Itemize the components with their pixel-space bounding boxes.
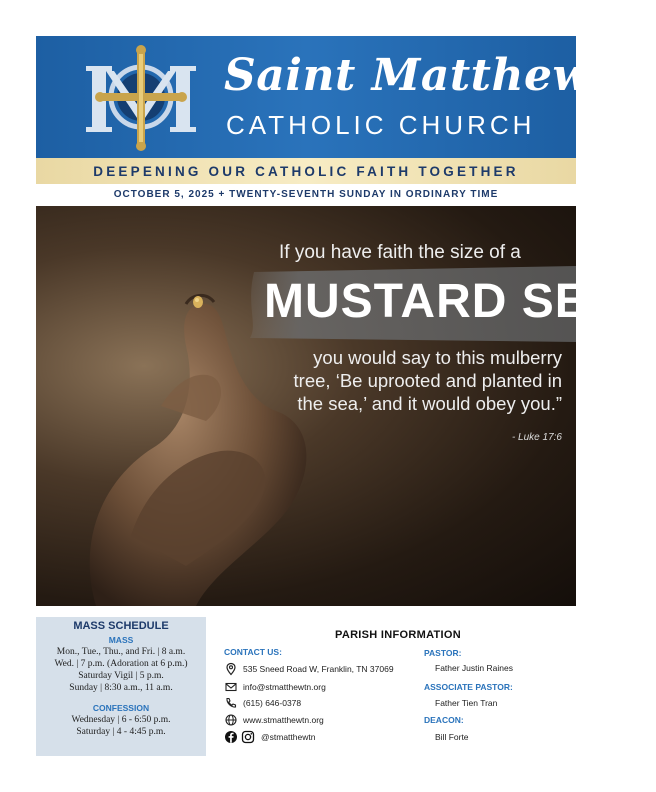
tagline-bar bbox=[36, 158, 576, 184]
tagline: DEEPENING OUR CATHOLIC FAITH TOGETHER bbox=[93, 164, 519, 179]
hero-image bbox=[36, 206, 656, 606]
quote-line: the sea,’ and it would obey you.” bbox=[297, 393, 562, 414]
church-subtitle: CATHOLIC CHURCH bbox=[226, 110, 536, 140]
deacon-name: Bill Forte bbox=[435, 732, 469, 742]
social-row bbox=[224, 730, 364, 744]
mass-time: Mon., Tue., Thu., and Fri. | 8 a.m. bbox=[56, 647, 186, 657]
address-text: 535 Sneed Road W, Franklin, TN 37069 bbox=[243, 664, 394, 674]
mass-schedule-box bbox=[36, 617, 206, 756]
quote-intro: If you have faith the size of a bbox=[279, 242, 521, 263]
instagram-icon[interactable] bbox=[241, 730, 255, 744]
quote-highlight: MUSTARD SEED bbox=[264, 275, 656, 328]
church-name: Saint Matthew bbox=[224, 50, 591, 101]
email-link[interactable]: info@stmatthewtn.org bbox=[243, 682, 326, 692]
sm-cross-monogram-icon bbox=[86, 42, 196, 152]
facebook-icon[interactable] bbox=[224, 730, 238, 744]
email-icon bbox=[224, 680, 238, 694]
mass-time: Sunday | 8:30 a.m., 11 a.m. bbox=[69, 683, 173, 693]
pastor-heading: PASTOR: bbox=[424, 648, 462, 658]
social-handle[interactable]: @stmatthewtn bbox=[261, 732, 316, 742]
website-link[interactable]: www.stmatthewtn.org bbox=[243, 715, 324, 725]
globe-icon bbox=[224, 713, 238, 727]
associate-pastor-name: Father Tien Tran bbox=[435, 698, 498, 708]
contact-heading: CONTACT US: bbox=[224, 647, 282, 657]
confession-heading: CONFESSION bbox=[92, 703, 150, 713]
quote-reference: - Luke 17:6 bbox=[511, 432, 562, 443]
confession-time: Saturday | 4 - 4:45 p.m. bbox=[76, 727, 166, 737]
mass-time: Wed. | 7 p.m. (Adoration at 6 p.m.) bbox=[54, 659, 188, 669]
phone-link[interactable]: (615) 646-0378 bbox=[243, 698, 302, 708]
phone-icon bbox=[224, 696, 238, 710]
confession-time: Wednesday | 6 - 6:50 p.m. bbox=[71, 715, 171, 725]
deacon-heading: DEACON: bbox=[424, 715, 464, 725]
parish-info-title: PARISH INFORMATION bbox=[335, 629, 461, 641]
mass-schedule-title: MASS SCHEDULE bbox=[73, 620, 169, 632]
pastor-name: Father Justin Raines bbox=[435, 663, 513, 673]
masthead bbox=[36, 36, 591, 158]
associate-pastor-heading: ASSOCIATE PASTOR: bbox=[424, 682, 513, 692]
location-pin-icon bbox=[224, 662, 238, 676]
mass-time: Saturday Vigil | 5 p.m. bbox=[78, 671, 164, 681]
dateline: OCTOBER 5, 2025 + TWENTY-SEVENTH SUNDAY IN ORDINARY TIME bbox=[113, 189, 499, 200]
mass-heading: MASS bbox=[108, 635, 134, 645]
quote-body bbox=[294, 346, 562, 415]
quote-line: tree, ‘Be uprooted and planted in bbox=[293, 370, 562, 391]
quote-line: you would say to this mulberry bbox=[313, 347, 562, 368]
